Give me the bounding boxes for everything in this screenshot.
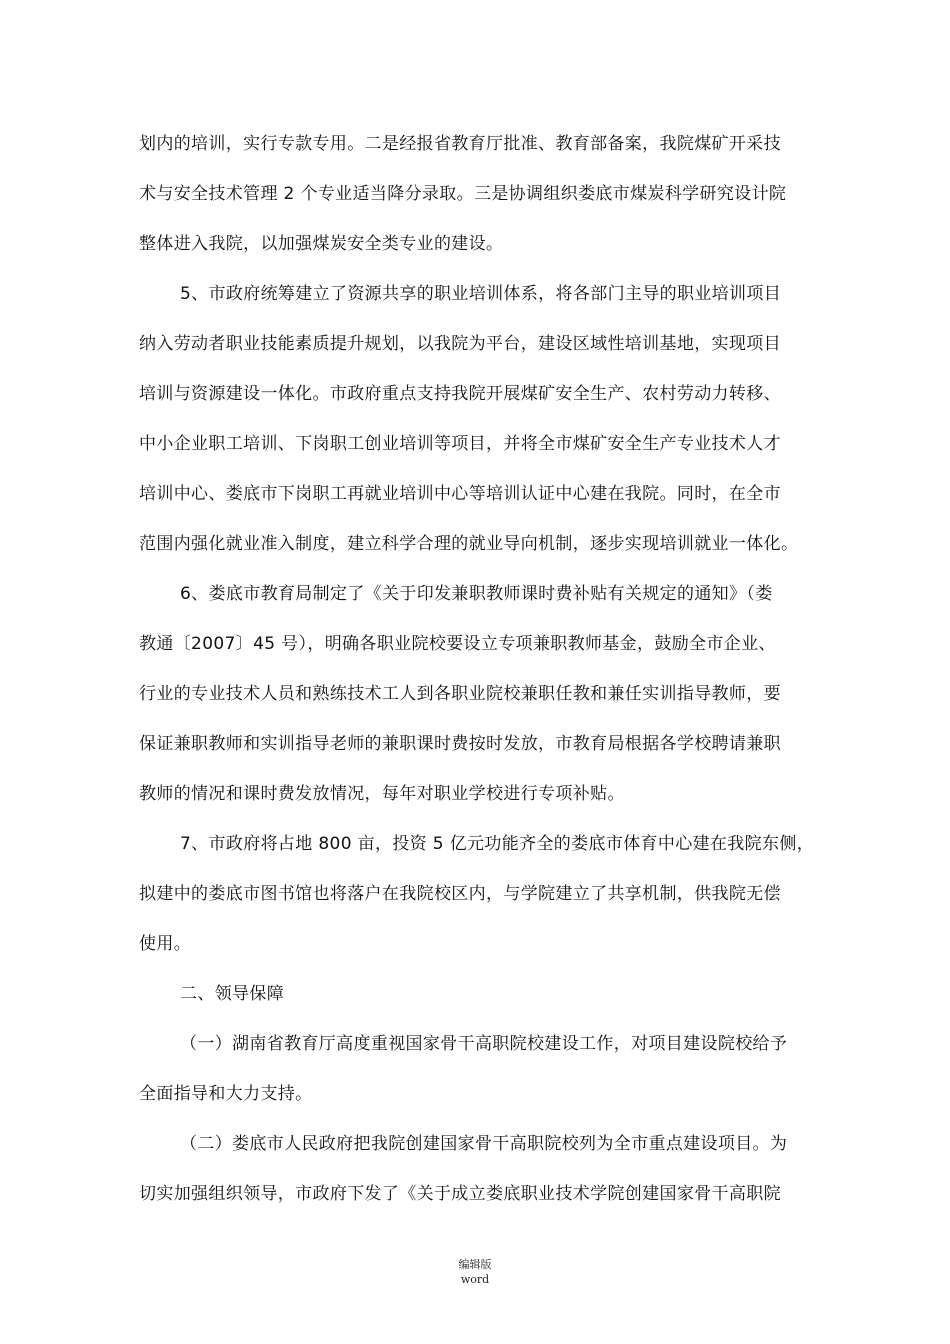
text-line: 划内的培训，实行专款专用。二是经报省教育厅批准、教育部备案，我院煤矿开采技 bbox=[139, 134, 781, 154]
paragraph-7-start: 7、市政府将占地 800 亩，投资 5 亿元功能齐全的娄底市体育中心建在我院东侧， bbox=[180, 834, 815, 854]
text-line: 使用。 bbox=[139, 934, 192, 954]
text-line: 拟建中的娄底市图书馆也将落户在我院校区内，与学院建立了共享机制，供我院无偿 bbox=[139, 884, 781, 904]
text-line: 纳入劳动者职业技能素质提升规划，以我院为平台，建设区域性培训基地，实现项目 bbox=[139, 334, 781, 354]
text-line: 培训与资源建设一体化。市政府重点支持我院开展煤矿安全生产、农村劳动力转移、 bbox=[139, 384, 781, 404]
text-line: 教师的情况和课时费发放情况，每年对职业学校进行专项补贴。 bbox=[139, 784, 625, 804]
text-line: 范围内强化就业准入制度，建立科学合理的就业导向机制，逐步实现培训就业一体化。 bbox=[139, 534, 799, 554]
text-line: 培训中心、娄底市下岗职工再就业培训中心等培训认证中心建在我院。同时，在全市 bbox=[139, 484, 781, 504]
subsection-2-start: （二）娄底市人民政府把我院创建国家骨干高职院校列为全市重点建设项目。为 bbox=[180, 1134, 788, 1154]
text-line: 整体进入我院，以加强煤炭安全类专业的建设。 bbox=[139, 234, 504, 254]
paragraph-5-start: 5、市政府统筹建立了资源共享的职业培训体系，将各部门主导的职业培训项目 bbox=[180, 284, 782, 304]
text-line: 行业的专业技术人员和熟练技术工人到各职业院校兼职任教和兼任实训指导教师，要 bbox=[139, 684, 781, 704]
section-heading: 二、领导保障 bbox=[180, 984, 285, 1004]
text-line: 切实加强组织领导，市政府下发了《关于成立娄底职业技术学院创建国家骨干高职院 bbox=[139, 1184, 781, 1204]
text-line: 保证兼职教师和实训指导老师的兼职课时费按时发放，市教育局根据各学校聘请兼职 bbox=[139, 734, 781, 754]
text-line: 中小企业职工培训、下岗职工创业培训等项目，并将全市煤矿安全生产专业技术人才 bbox=[139, 434, 781, 454]
footer-label: 编辑版 bbox=[458, 1258, 492, 1271]
paragraph-6-start: 6、娄底市教育局制定了《关于印发兼职教师课时费补贴有关规定的通知》（娄 bbox=[180, 584, 773, 604]
footer-word: word bbox=[460, 1273, 490, 1286]
text-line: 教通〔2007〕45 号），明确各职业院校要设立专项兼职教师基金，鼓励全市企业、 bbox=[139, 634, 776, 654]
text-line: 术与安全技术管理 2 个专业适当降分录取。三是协调组织娄底市煤炭科学研究设计院 bbox=[139, 184, 787, 204]
subsection-1-start: （一）湖南省教育厅高度重视国家骨干高职院校建设工作，对项目建设院校给予 bbox=[180, 1034, 788, 1054]
text-line: 全面指导和大力支持。 bbox=[139, 1084, 313, 1104]
